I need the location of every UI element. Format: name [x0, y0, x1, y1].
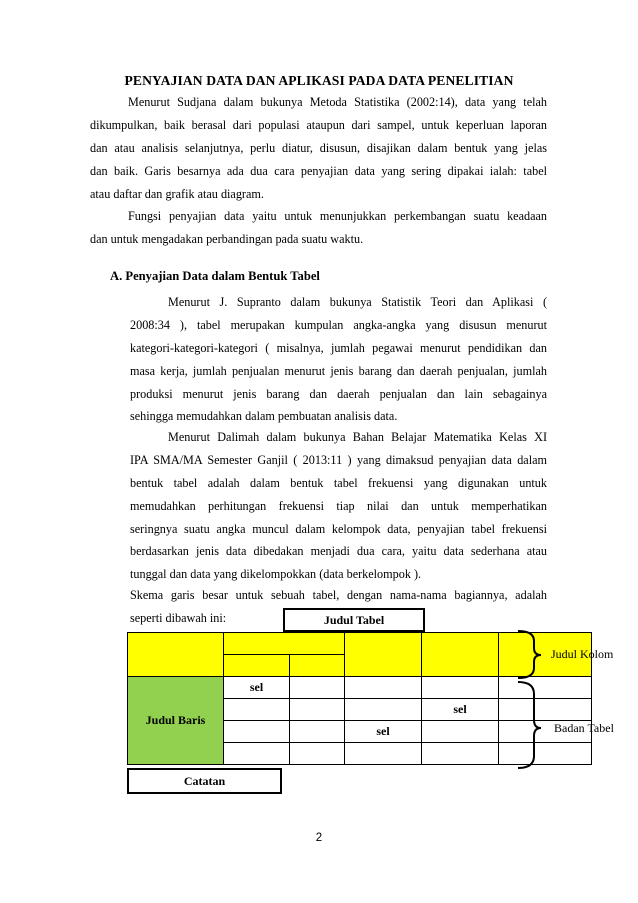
fungsi-line: dan untuk mengadakan perbandingan pada suatu waktu. — [90, 231, 364, 246]
judul-baris-label: Judul Baris — [145, 713, 206, 727]
section-a-line: seperti dibawah ini: — [130, 610, 227, 625]
section-a-line: bentuk tabel adalah dalam bentuk tabel frekuensi yang digunakan untuk — [130, 475, 547, 490]
section-a-line: Skema garis besar untuk sebuah tabel, dengan nama-nama bagiannya, adalah — [130, 588, 547, 602]
section-a-line: kategori-kategori-kategori ( misalnya, jumlah pegawai menurut pendidikan dan — [130, 340, 547, 355]
sel-label: sel — [453, 702, 467, 716]
sel-label: sel — [376, 724, 390, 738]
section-a-line: sehingga memudahkan dalam pembuatan analisis data. — [130, 409, 398, 424]
judul-tabel-label: Judul Tabel — [323, 612, 385, 627]
intro-line: dikumpulkan, baik berasal dari populasi ataupun dari sampel, untuk keperluan laporan — [90, 117, 547, 132]
judul-kolom-brace — [518, 631, 541, 678]
judul-kolom-label: Judul Kolom — [551, 647, 614, 661]
intro-line: dan baik. Garis besarnya ada dua cara penyajian data yang sering dipakai ialah: tabel — [90, 163, 547, 178]
section-a-line: tunggal dan data yang dikelompokkan (data berkelompok ). — [130, 567, 422, 582]
section-a-line: masa kerja, jumlah penjualan menurut jenis barang dan daerah penjualan, jumlah — [130, 363, 547, 378]
fungsi-line: Fungsi penyajian data yaitu untuk menunjukkan perkembangan suatu keadaan — [128, 209, 547, 223]
sel-label: sel — [249, 680, 264, 694]
intro-line: Menurut Sudjana dalam bukunya Metoda Statistika (2002:14), data yang telah — [128, 95, 547, 109]
section-a-line: IPA SMA/MA Semester Ganjil ( 2013:11 ) yang dimaksud penyajian data dalam — [130, 452, 547, 467]
catatan-label: Catatan — [183, 773, 226, 788]
section-a-line: seringnya suatu angka muncul dalam kelompok data, penyajian tabel frekuensi — [130, 521, 547, 536]
page-number: 2 — [315, 832, 323, 844]
section-a-line: memudahkan perhitungan frekuensi tiap nilai dan untuk memperhatikan — [130, 498, 547, 513]
intro-line: atau daftar dan grafik atau diagram. — [90, 186, 264, 201]
badan-tabel-label: Badan Tabel — [554, 721, 614, 735]
badan-tabel-brace — [518, 682, 541, 768]
section-a-line: berdasarkan jenis data dibedakan menjadi dua cara, yaitu data sederhana atau — [130, 544, 547, 559]
section-a-line: produksi menurut jenis barang dan daerah penjualan dan lain sebagainya — [130, 386, 547, 401]
section-a-line: Menurut J. Supranto dalam bukunya Statistik Teori dan Aplikasi ( — [168, 295, 547, 309]
section-a-heading: A. Penyajian Data dalam Bentuk Tabel — [110, 269, 320, 283]
page-title: PENYAJIAN DATA DAN APLIKASI PADA DATA PENELITIAN — [124, 73, 514, 88]
section-a-line: Menurut Dalimah dalam bukunya Bahan Belajar Matematika Kelas XI — [168, 430, 547, 444]
section-a-line: 2008:34 ), tabel merupakan kumpulan angka-angka yang disusun menurut — [130, 317, 547, 332]
intro-line: dan atau analisis selanjutnya, perlu diatur, disusun, disajikan dalam bentuk yang jelas — [90, 140, 547, 155]
